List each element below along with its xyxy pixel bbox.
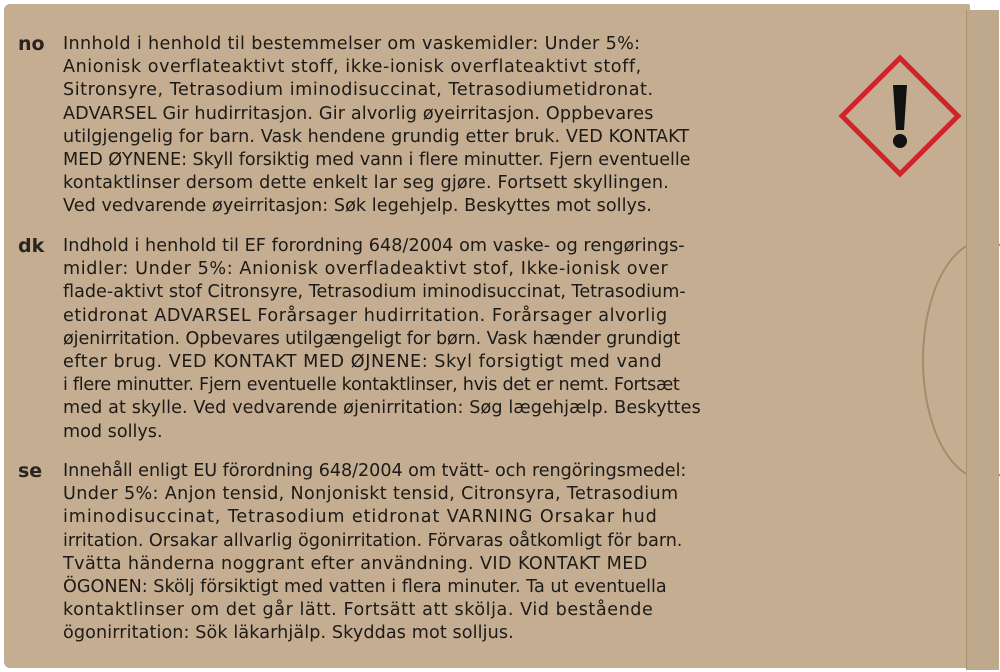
text-line: etidronat ADVARSEL Forårsager hudirritation. Forårsager alvorlig	[63, 305, 668, 326]
language-code-no: no	[18, 33, 45, 55]
text-line: Sitronsyre, Tetrasodium iminodisuccinat, Tetrasodiumetidronat.	[63, 80, 654, 101]
text-line: utilgjengelig for barn. Vask hendene grundig etter bruk. VED KONTAKT	[63, 126, 690, 147]
text-line: Tvätta händerna noggrant efter användning. VID KONTAKT MED	[63, 553, 648, 574]
text-line: Innhold i henhold til bestemmelser om vaskemidler: Under 5%:	[63, 34, 641, 54]
text-line: iminodisuccinat, Tetrasodium etidronat VARNING Orsakar hud	[63, 507, 658, 528]
text-line: efter brug. VED KONTAKT MED ØJNENE: Skyl forsigtigt med vand	[63, 352, 663, 373]
text-line: Indhold i henhold til EF forordning 648/2004 om vaske- og rengørings-	[63, 236, 685, 256]
text-line: ÖGONEN: Skölj försiktigt med vatten i flera minuter. Ta ut eventuella	[63, 577, 667, 598]
text-line: Anionisk overflateaktivt stoff, ikke-ionisk overflateaktivt stoff,	[63, 57, 642, 78]
language-code-se: se	[18, 460, 43, 482]
text-line: flade-aktivt stof Citronsyre, Tetrasodium iminodisuccinat, Tetrasodium-	[63, 282, 686, 303]
section-text-dk	[63, 235, 818, 444]
exclamation-dot	[893, 134, 907, 148]
text-line: kontaktlinser om det går lätt. Fortsätt att skölja. Vid bestående	[63, 600, 654, 621]
text-line: øjenirritation. Opbevares utilgængeligt for børn. Vask hænder grundigt	[63, 328, 681, 349]
text-line: med at skylle. Ved vedvarende øjenirritation: Søg lægehjælp. Beskyttes	[63, 398, 701, 419]
text-line: kontaktlinser dersom dette enkelt lar seg gjøre. Fortsett skyllingen.	[63, 173, 669, 194]
text-line: midler: Under 5%: Anionisk overfladeaktivt stof, Ikke-ionisk over	[63, 259, 669, 280]
tuck-flap-edge	[966, 10, 999, 670]
text-line: MED ØYNENE: Skyll forsiktig med vann i flere minutter. Fjern eventuelle	[63, 150, 691, 171]
text-line: Ved vedvarende øyeirritasjon: Søk legehjelp. Beskyttes mot sollys.	[63, 196, 652, 217]
text-line: mod sollys.	[63, 421, 163, 442]
section-text-se	[63, 460, 818, 646]
text-line: Innehåll enligt EU förordning 648/2004 om tvätt- och rengöringsmedel:	[63, 461, 687, 481]
language-code-dk: dk	[18, 235, 45, 257]
text-line: ADVARSEL Gir hudirritasjon. Gir alvorlig øyeirritasjon. Oppbevares	[63, 103, 654, 124]
text-line: ögonirritation: Sök läkarhjälp. Skyddas mot solljus.	[63, 623, 514, 644]
ghs-exclamation-hazard-icon	[836, 52, 964, 180]
text-line: Under 5%: Anjon tensid, Nonjoniskt tensid, Citronsyra, Tetrasodium	[63, 484, 679, 505]
text-line: irritation. Orsakar allvarlig ögonirritation. Förvaras oåtkomligt för barn.	[63, 530, 683, 551]
text-line: i flere minutter. Fjern eventuelle kontaktlinser, hvis det er nemt. Fortsæt	[63, 375, 680, 396]
section-text-no	[63, 33, 818, 219]
